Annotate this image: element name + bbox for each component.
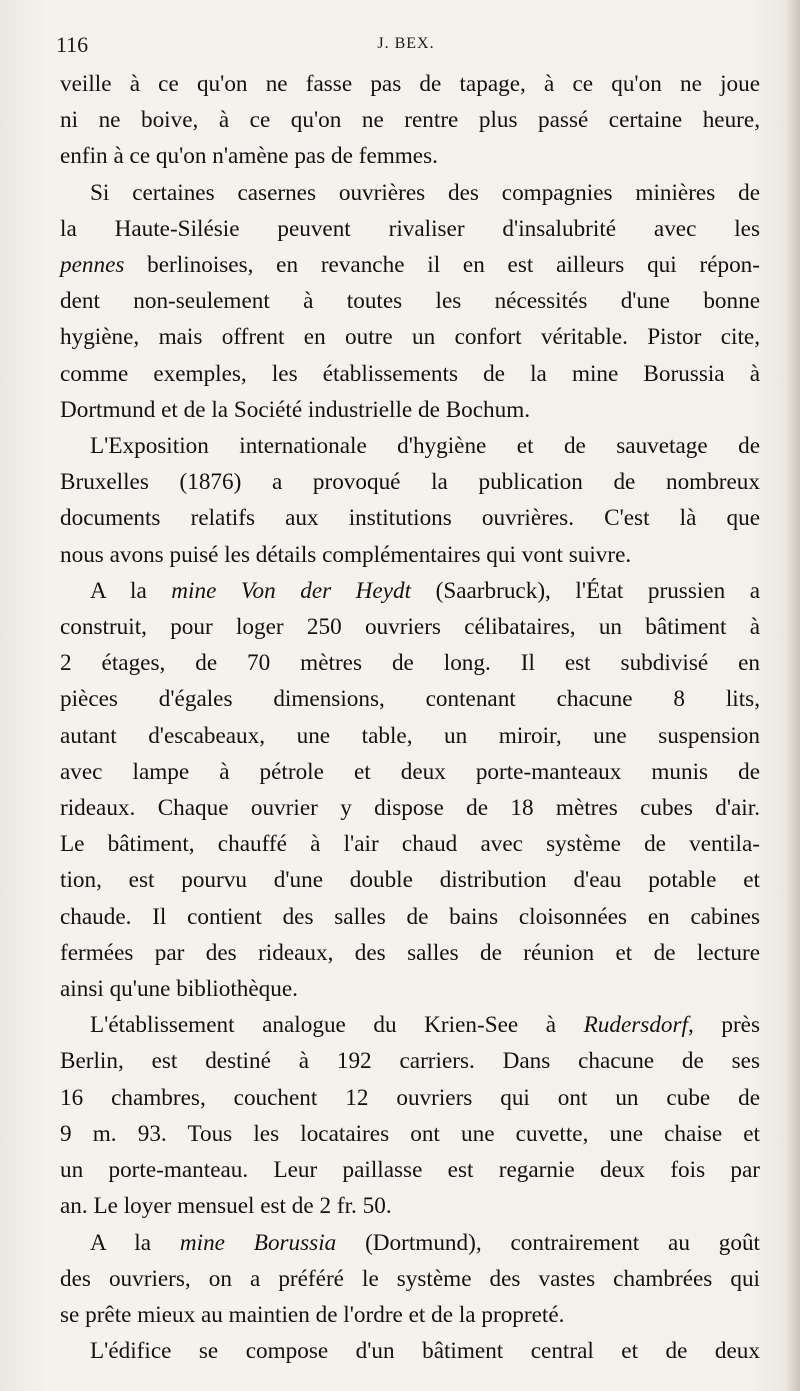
text-line: Si certaines casernes ouvrières des compagnies minières de bbox=[90, 179, 760, 206]
text-line: L'Exposition internationale d'hygiène et de sauvetage de bbox=[90, 433, 760, 460]
text-line bbox=[60, 573, 760, 609]
text-span: L'établissement analogue du Krien-See à bbox=[90, 1012, 584, 1039]
text-line: hygiène, mais offrent en outre un confort véritable. Pistor cite, bbox=[60, 324, 760, 351]
text-line: 16 chambres, couchent 12 ouvriers qui ont un cube de bbox=[60, 1084, 760, 1111]
text-line: veille à ce qu'on ne fasse pas de tapage, à ce qu'on ne joue bbox=[60, 71, 760, 97]
text-line: enfin à ce qu'on n'amène pas de femmes. bbox=[60, 143, 438, 170]
page-header bbox=[56, 32, 756, 62]
text-line: chaude. Il contient des salles de bains cloisonnées en cabines bbox=[60, 903, 760, 930]
italic-text: mine Von der Heydt bbox=[171, 577, 412, 604]
text-span: A la bbox=[90, 1229, 180, 1256]
text-line: Berlin, est destiné à 192 carriers. Dans chacune de ses bbox=[60, 1048, 760, 1075]
text-line: avec lampe à pétrole et deux porte-manteaux munis de bbox=[60, 758, 760, 785]
text-line: 2 étages, de 70 mètres de long. Il est subdivisé en bbox=[60, 650, 760, 677]
text-span: (Dortmund), contrairement au goût bbox=[336, 1229, 761, 1256]
page-edge-shadow bbox=[786, 0, 800, 1391]
text-line: ni ne boive, à ce qu'on ne rentre plus passé certaine heure, bbox=[60, 107, 760, 134]
text-line: tion, est pourvu d'une double distribution d'eau potable et bbox=[60, 867, 760, 894]
text-line: autant d'escabeaux, une table, un miroir, une suspension bbox=[60, 722, 760, 749]
text-line: construit, pour loger 250 ouvriers célibataires, un bâtiment à bbox=[60, 614, 760, 641]
text-line: la Haute-Silésie peuvent rivaliser d'insalubrité avec les bbox=[60, 215, 760, 242]
text-span: près bbox=[693, 1012, 760, 1039]
text-line: comme exemples, les établissements de la mine Borussia à bbox=[60, 360, 760, 387]
text-line: Le bâtiment, chauffé à l'air chaud avec système de ventila- bbox=[60, 831, 760, 858]
body-text bbox=[60, 66, 760, 1369]
text-span: A la bbox=[90, 577, 172, 604]
text-line: fermées par des rideaux, des salles de réunion et de lecture bbox=[60, 939, 760, 966]
text-line: ainsi qu'une bibliothèque. bbox=[60, 976, 298, 1003]
text-line: se prête mieux au maintien de l'ordre et de la propreté. bbox=[60, 1301, 565, 1328]
text-line: Bruxelles (1876) a provoqué la publication de nombreux bbox=[60, 469, 760, 496]
italic-text: pennes bbox=[60, 252, 125, 279]
text-line: rideaux. Chaque ouvrier y dispose de 18 mètres cubes d'air. bbox=[60, 795, 760, 822]
text-line: an. Le loyer mensuel est de 2 fr. 50. bbox=[60, 1193, 392, 1220]
text-span: berlinoises, en revanche il en est ailleurs qui répon- bbox=[124, 252, 760, 279]
text-line bbox=[60, 1007, 760, 1043]
text-line: des ouvriers, on a préféré le système des vastes chambrées qui bbox=[60, 1265, 760, 1292]
text-line: Dortmund et de la Société industrielle de Bochum. bbox=[60, 396, 531, 423]
page-number: 116 bbox=[56, 32, 89, 57]
text-line: un porte-manteau. Leur paillasse est regarnie deux fois par bbox=[60, 1157, 760, 1184]
text-span: (Saarbruck), l'État prussien a bbox=[411, 577, 761, 604]
text-line: nous avons puisé les détails complémentaires qui vont suivre. bbox=[60, 541, 632, 568]
text-line: 9 m. 93. Tous les locataires ont une cuvette, une chaise et bbox=[60, 1120, 760, 1147]
running-head: J. BEX. bbox=[377, 35, 435, 52]
text-line: pièces d'égales dimensions, contenant chacune 8 lits, bbox=[60, 686, 760, 713]
text-line bbox=[60, 1225, 760, 1261]
text-line: documents relatifs aux institutions ouvrières. C'est là que bbox=[60, 505, 760, 532]
text-line bbox=[60, 247, 760, 283]
italic-text: Rudersdorf, bbox=[583, 1012, 694, 1039]
text-line: dent non-seulement à toutes les nécessités d'une bonne bbox=[60, 288, 760, 315]
italic-text: mine Borussia bbox=[179, 1229, 337, 1256]
text-line: L'édifice se compose d'un bâtiment central et de deux bbox=[90, 1338, 760, 1365]
